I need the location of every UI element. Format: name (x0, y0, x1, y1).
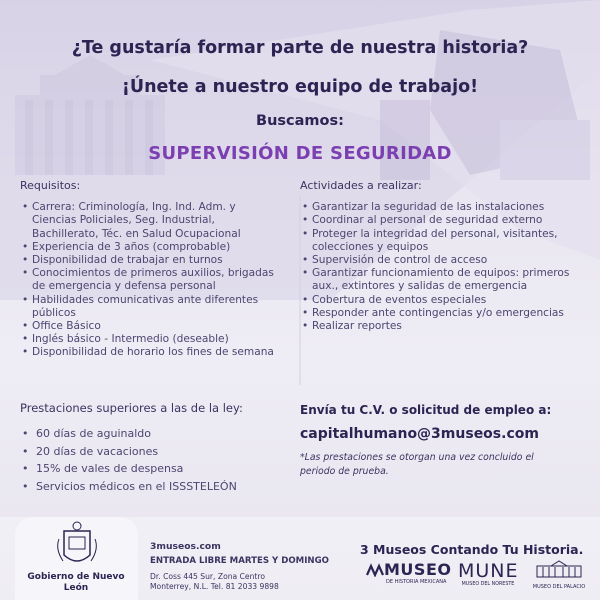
buscamos-label: Buscamos: (256, 113, 344, 129)
mune-logo-word: MUNE (458, 560, 519, 582)
gobierno-label: Gobierno de Nuevo León (27, 572, 125, 593)
list-item: • Disponibilidad de trabajar en turnos (20, 254, 280, 267)
museo-historia-mexicana-logo (366, 560, 451, 585)
tagline: 3 Museos Contando Tu Historia. (360, 542, 584, 557)
list-item: • Office Básico (20, 320, 280, 333)
requisitos-heading: Requisitos: (20, 179, 81, 192)
list-item: • 20 días de vacaciones (20, 443, 290, 461)
contact-email-link[interactable]: capitalhumano@3museos.com (300, 426, 539, 442)
list-item: • Conocimientos de primeros auxilios, brigadas de emergencia y defensa personal (20, 267, 280, 293)
list-item: • Disponibilidad de horario los fines de semana (20, 346, 280, 359)
list-item: • 15% de vales de despensa (20, 460, 290, 478)
prestaciones-list (20, 425, 290, 495)
contact-label: Envía tu C.V. o solicitud de empleo a: (300, 403, 552, 417)
prestaciones-heading: Prestaciones superiores a las de la ley: (20, 401, 243, 415)
actividades-heading: Actividades a realizar: (300, 179, 422, 192)
mune-logo (458, 560, 518, 587)
list-item: • Garantizar funcionamiento de equipos: primeros aux., extintores y salidas de emergencia (300, 267, 570, 293)
museo-logo-word: MUSEO (384, 560, 452, 579)
actividades-list (300, 201, 570, 333)
list-item: • Cobertura de eventos especiales (300, 294, 570, 307)
website-link[interactable]: 3museos.com (150, 541, 221, 552)
palacio-logo-sub: MUSEO DEL PALACIO (532, 584, 586, 590)
headline-invitation: ¡Únete a nuestro equipo de trabajo! (121, 77, 479, 97)
museo-logo-sub: DE HISTORIA MEXICANA (386, 579, 447, 585)
position-title: SUPERVISIÓN DE SEGURIDAD (148, 143, 452, 164)
list-item: • Servicios médicos en el ISSSTELEÓN (20, 478, 290, 496)
requisitos-section (20, 179, 280, 360)
requisitos-list (20, 201, 280, 359)
list-item: • Experiencia de 3 años (comprobable) (20, 241, 280, 254)
museo-palacio-logo (529, 560, 589, 590)
list-item: • Garantizar la seguridad de las instalaciones (300, 201, 570, 214)
list-item: • Supervisión de control de acceso (300, 254, 570, 267)
list-item: • Realizar reportes (300, 320, 570, 333)
entrada-libre-text: ENTRADA LIBRE MARTES Y DOMINGO (150, 556, 329, 566)
list-item: • Responder ante contingencias y/o emergencias (300, 307, 570, 320)
mune-logo-sub: MUSEO DEL NORESTE (461, 582, 515, 587)
contact-section (300, 403, 580, 442)
list-item: • 60 días de aguinaldo (20, 425, 290, 443)
prestaciones-section (20, 402, 290, 495)
prestaciones-note: *Las prestaciones se otorgan una vez concluido el periodo de prueba. (300, 452, 534, 477)
actividades-section (300, 179, 570, 333)
list-item: • Coordinar al personal de seguridad externo (300, 214, 570, 227)
address-line-2: Monterrey, N.L. Tel. 81 2033 9898 (150, 581, 279, 591)
museo-mark-icon (366, 563, 384, 577)
footer-info (150, 541, 340, 592)
palace-facade-icon (529, 560, 589, 578)
headline-question: ¿Te gustaría formar parte de nuestra historia? (71, 38, 529, 58)
list-item: • Inglés básico - Intermedio (deseable) (20, 333, 280, 346)
list-item: • Carrera: Criminología, Ing. Ind. Adm. y Ciencias Policiales, Seg. Industrial, Bachillerato, Téc. en Salud Ocupacional (20, 201, 280, 241)
address-line-1: Dr. Coss 445 Sur, Zona Centro (150, 572, 265, 581)
coat-of-arms-icon (15, 517, 138, 577)
list-item: • Habilidades comunicativas ante diferentes públicos (20, 294, 280, 320)
list-item: • Proteger la integridad del personal, visitantes, colecciones y equipos (300, 228, 570, 254)
